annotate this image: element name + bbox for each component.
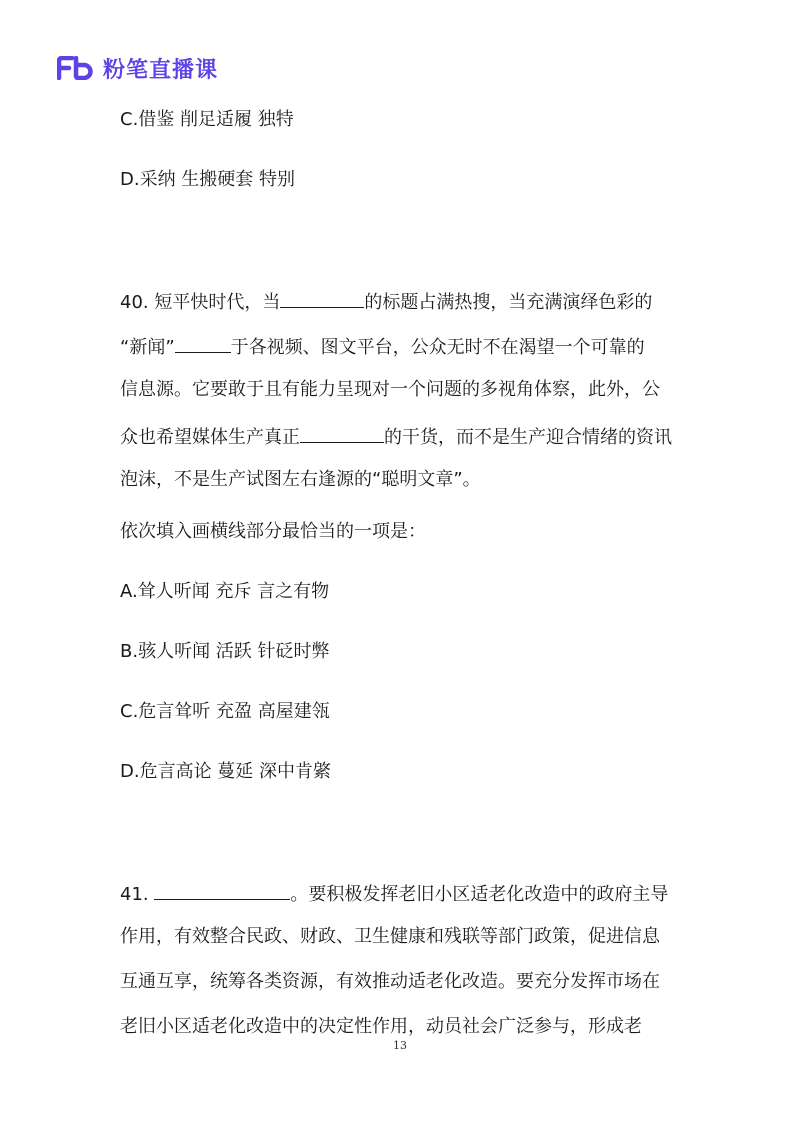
q40-line-4	[120, 423, 672, 450]
q39-option-d: D.采纳 生搬硬套 特别	[120, 169, 296, 190]
q40-option-d: D.危言高论 蔓延 深中肯綮	[120, 761, 332, 782]
q41-text: 。要积极发挥老旧小区适老化改造中的政府主导	[290, 884, 669, 905]
q40-line-2	[120, 333, 645, 360]
q40-text: 的标题占满热搜，当充满演绎色彩的	[364, 292, 653, 313]
q41-text: 41.	[120, 884, 155, 905]
q40-line-1	[120, 288, 652, 315]
answer-blank	[154, 880, 290, 900]
q40-line-5: 泡沫，不是生产试图左右逢源的“聪明文章”。	[120, 469, 481, 490]
q40-text: 40. 短平快时代，当	[120, 292, 281, 313]
q40-text: 于各视频、图文平台，公众无时不在渴望一个可靠的	[230, 337, 645, 358]
answer-blank	[175, 333, 231, 353]
q39-option-c: C.借鉴 削足适履 独特	[120, 109, 294, 130]
q40-option-b: B.骇人听闻 活跃 针砭时弊	[120, 641, 330, 662]
q40-option-a: A.耸人听闻 充斥 言之有物	[120, 581, 330, 602]
q40-text: 的干货，而不是生产迎合情绪的资讯	[384, 427, 672, 448]
q40-text: 众也希望媒体生产真正	[120, 427, 300, 448]
answer-blank	[280, 288, 364, 308]
q41-line-4: 老旧小区适老化改造中的决定性作用，动员社会广泛参与，形成老	[120, 1016, 642, 1037]
q40-option-c: C.危言耸听 充盈 高屋建瓴	[120, 701, 330, 722]
q41-line-3: 互通互享，统筹各类资源，有效推动适老化改造。要充分发挥市场在	[120, 971, 660, 992]
answer-blank	[300, 423, 384, 443]
q41-line-2: 作用，有效整合民政、财政、卫生健康和残联等部门政策，促进信息	[120, 926, 660, 947]
q40-text: “新闻”	[120, 337, 175, 358]
fenbi-logo-icon	[57, 56, 95, 80]
brand-name: 粉笔直播课	[103, 57, 219, 83]
q40-line-3: 信息源。它要敢于且有能力呈现对一个问题的多视角体察，此外，公	[120, 379, 660, 400]
page-number: 13	[393, 1039, 407, 1052]
q40-prompt: 依次填入画横线部分最恰当的一项是：	[120, 521, 426, 542]
q41-line-1	[120, 880, 668, 907]
brand-header	[57, 52, 218, 84]
